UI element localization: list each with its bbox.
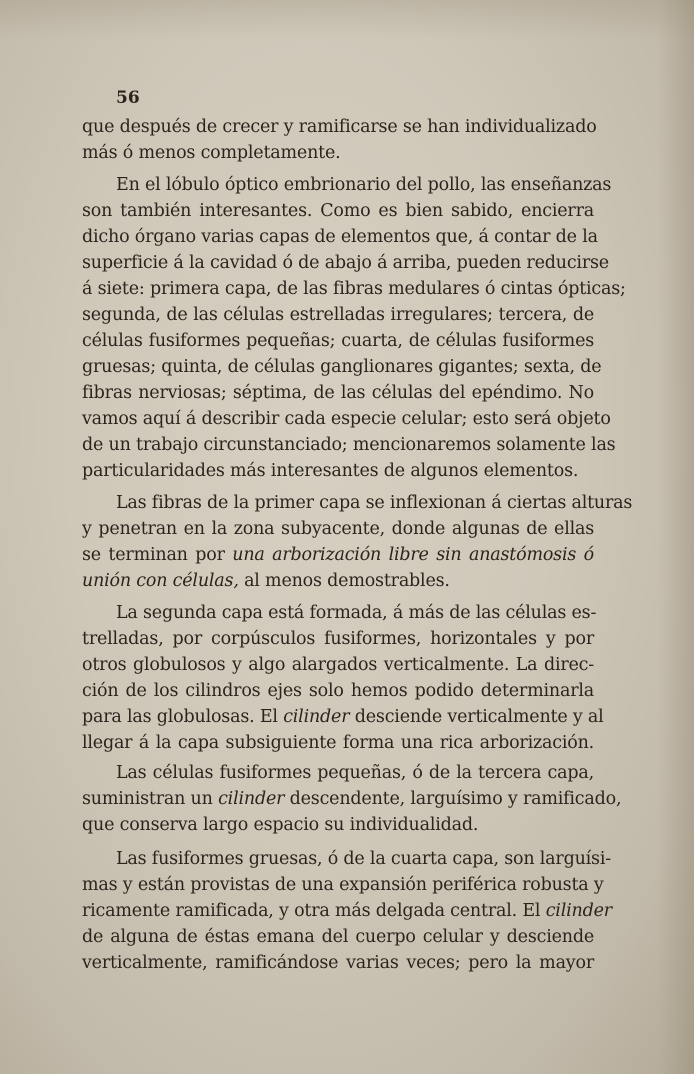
text-line: que después de crecer y ramificarse se han individualizado: [82, 117, 597, 137]
italic-run: unión con células,: [82, 571, 239, 591]
text-run: para las globulosas. El: [82, 707, 278, 727]
page-right-shading: [658, 0, 694, 1074]
text-line: [82, 704, 604, 730]
text-line: superficie á la cavidad ó de abajo á arriba, pueden reducirse: [82, 253, 609, 273]
page-number: 56: [116, 88, 140, 108]
text-line: [82, 786, 622, 812]
text-line: [82, 568, 450, 594]
text-line: particularidades más interesantes de algunos elementos.: [82, 461, 579, 481]
text-line: dicho órgano varias capas de elementos que, á contar de la: [82, 227, 598, 247]
text-line: vamos aquí á describir cada especie celular; esto será objeto: [82, 409, 611, 429]
text-run: desciende verticalmente y al: [354, 707, 604, 727]
text-line: otros globulosos y algo alargados verticalmente. La direc-: [82, 655, 594, 675]
text-line: llegar á la capa subsiguiente forma una rica arborización.: [82, 733, 594, 753]
text-run: ricamente ramificada, y otra más delgada central. El: [82, 901, 541, 921]
text-line: mas y están provistas de una expansión periférica robusta y: [82, 875, 604, 895]
text-line: ción de los cilindros ejes solo hemos podido determinarla: [82, 681, 594, 701]
text-run: descendente, larguísimo y ramificado,: [289, 789, 622, 809]
text-line: [82, 542, 594, 568]
text-line: [82, 898, 612, 924]
text-line: fibras nerviosas; séptima, de las células del epéndimo. No: [82, 383, 594, 403]
text-line: segunda, de las células estrelladas irregulares; tercera, de: [82, 305, 594, 325]
italic-run: cilinder: [283, 707, 350, 727]
text-line: Las células fusiformes pequeñas, ó de la tercera capa,: [116, 763, 594, 783]
text-line: más ó menos completamente.: [82, 143, 341, 163]
text-line: y penetran en la zona subyacente, donde algunas de ellas: [82, 519, 594, 539]
text-line: que conserva largo espacio su individualidad.: [82, 815, 479, 835]
text-line: gruesas; quinta, de células ganglionares gigantes; sexta, de: [82, 357, 602, 377]
text-line: La segunda capa está formada, á más de las células es-: [116, 603, 597, 623]
text-run: suministran un: [82, 789, 213, 809]
text-line: son también interesantes. Como es bien sabido, encierra: [82, 201, 594, 221]
text-line: á siete: primera capa, de las fibras medulares ó cintas ópticas;: [82, 279, 626, 299]
text-run: se terminan por: [82, 545, 225, 565]
italic-run: una arborización libre sin anastómosis ó: [232, 545, 594, 565]
text-line: Las fusiformes gruesas, ó de la cuarta capa, son larguísi-: [116, 849, 611, 869]
text-run: al menos demostrables.: [244, 571, 450, 591]
text-line: células fusiformes pequeñas; cuarta, de células fusiformes: [82, 331, 594, 351]
text-line: En el lóbulo óptico embrionario del pollo, las enseñanzas: [116, 175, 612, 195]
text-line: de un trabajo circunstanciado; mencionaremos solamente las: [82, 435, 616, 455]
text-line: de alguna de éstas emana del cuerpo celular y desciende: [82, 927, 594, 947]
page-top-shading: [0, 0, 694, 40]
text-line: trelladas, por corpúsculos fusiformes, horizontales y por: [82, 629, 594, 649]
italic-run: cilinder: [218, 789, 285, 809]
italic-run: cilinder: [545, 901, 612, 921]
text-line: Las fibras de la primer capa se inflexionan á ciertas alturas: [116, 493, 633, 513]
text-line: verticalmente, ramificándose varias veces; pero la mayor: [82, 953, 594, 973]
